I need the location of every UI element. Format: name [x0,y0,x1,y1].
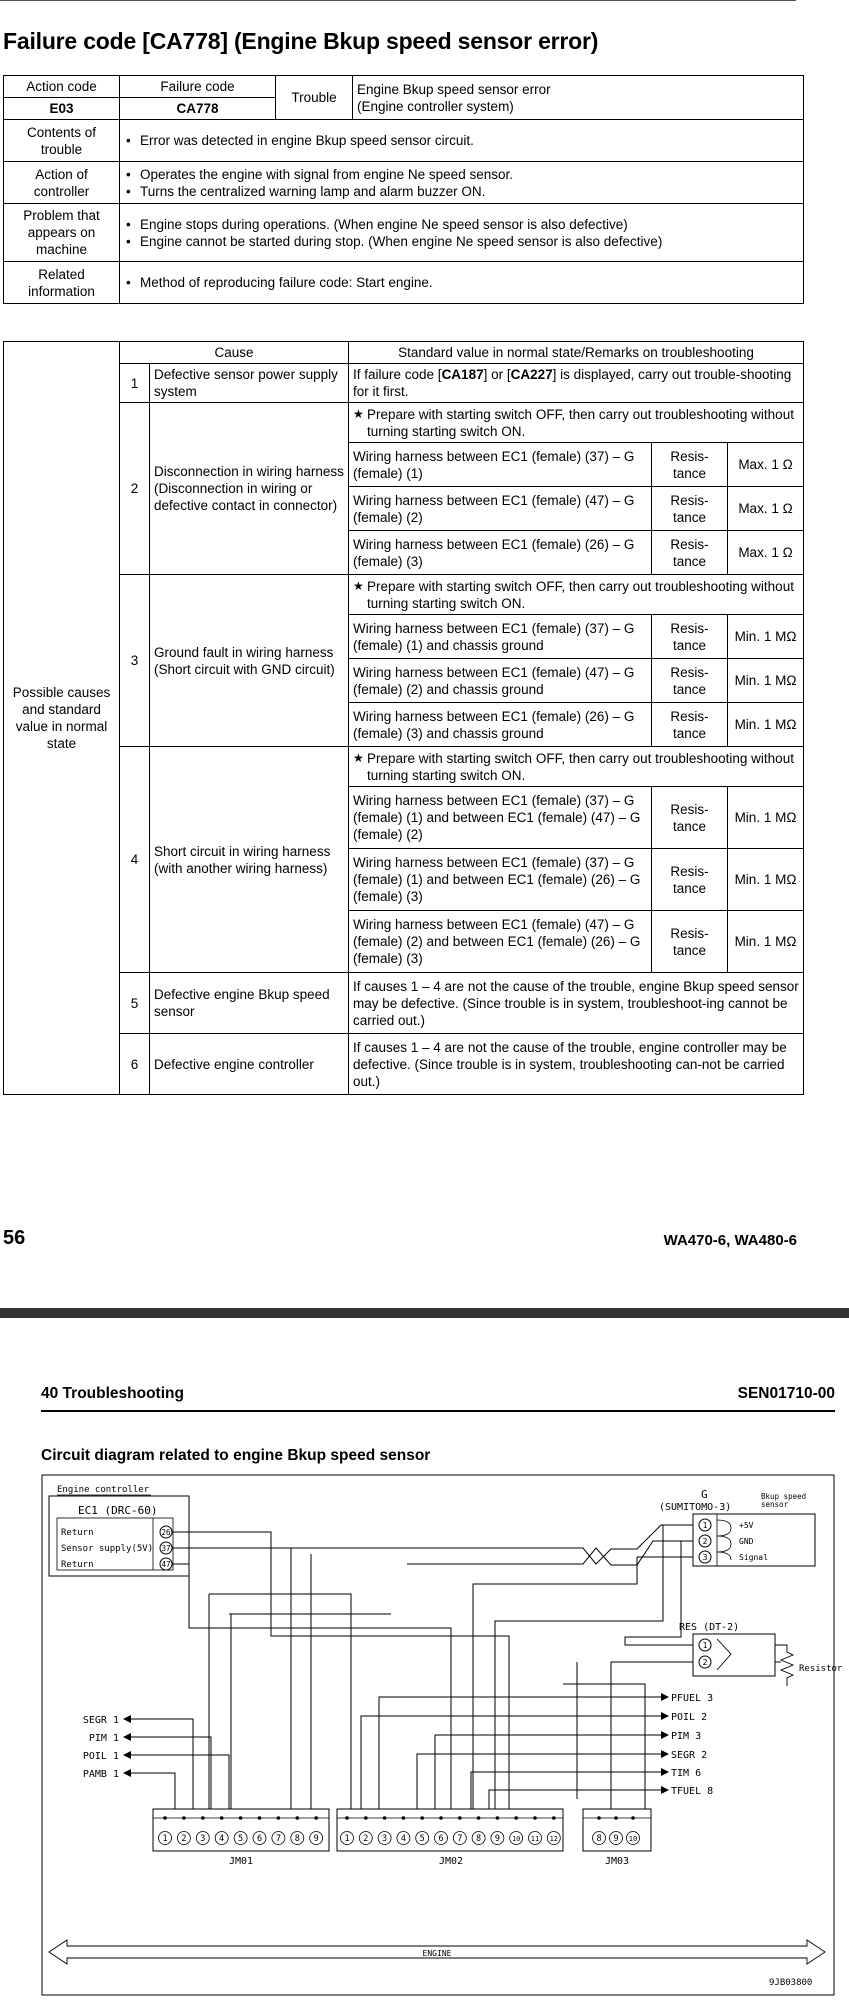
jm01-junction-dot [314,1816,318,1820]
cause-text: Defective engine Bkup speed sensor [150,973,349,1034]
cause-remark: If causes 1 – 4 are not the cause of the trouble, engine controller may be defective. (Since trouble is in system, troubleshooting can-not be carried out.) [349,1034,804,1095]
jm02-junction-dot [458,1816,462,1820]
check-value: Min. 1 MΩ [728,615,804,659]
jm03-pin-number: 8 [596,1834,602,1844]
resistance-label: Resis-tance [652,487,728,531]
resistor-label: Resistor [799,1664,843,1674]
jm03-pin-number: 10 [628,1835,638,1843]
check-text: Wiring harness between EC1 (female) (47) – G (female) (2) and chassis ground [349,659,652,703]
check-text: Wiring harness between EC1 (female) (26) – G (female) (3) and chassis ground [349,703,652,747]
prepare-note-text: ★ Prepare with starting switch OFF, then carry out troubleshooting without turning starting switch ON. [353,578,799,612]
ec1-pin-number: 26 [161,1528,171,1537]
cause-text: Defective engine controller [150,1034,349,1095]
ec1-pin-number: 47 [161,1560,171,1569]
resistance-label: Resis-tance [652,703,728,747]
problem-label: Problem that appears on machine [4,204,120,262]
cause-remark: If causes 1 – 4 are not the cause of the trouble, engine Bkup speed sensor may be defective. (Since trouble is in system, troubleshoot-ing cannot be carried out.) [349,973,804,1034]
contents-label: Contents of trouble [4,120,120,162]
cause-number: 5 [120,973,150,1034]
prepare-note [349,575,804,615]
signal-name: PIM [88,1733,107,1744]
jm01-junction-dot [182,1816,186,1820]
jm03-junction-dot [631,1816,635,1820]
jm03-label: JM03 [604,1856,630,1867]
jm02-junction-dot [496,1816,500,1820]
g-desc: sensor [761,1500,789,1509]
jm01-label: JM01 [228,1856,254,1867]
jm02-junction-dot [439,1816,443,1820]
trouble-line2: (Engine controller system) [357,98,514,114]
page-separator [0,1308,849,1318]
check-text: Wiring harness between EC1 (female) (26) – G (female) (3) [349,531,652,575]
jm02-pin-number: 1 [344,1834,350,1844]
jm02-pin-number: 7 [457,1834,463,1844]
prepare-note [349,747,804,787]
signal-label-segr-left [83,1715,119,1726]
cause-column-header: Cause [120,342,349,364]
action-of-controller-label: Action of controller [4,162,120,204]
cause-text: Short circuit in wiring harness (with another wiring harness) [150,747,349,973]
trouble-description [353,76,804,120]
cause-remark [349,364,804,403]
g-desc: Bkup speed [761,1492,807,1501]
jm01-pin-number: 5 [238,1834,244,1844]
figure-code: 9JB03800 [769,1978,813,1988]
signal-pin: 2 [701,1712,708,1723]
check-value: Max. 1 Ω [728,443,804,487]
top-rule [0,0,796,1]
signal-name: POIL [671,1712,696,1723]
jm01-junction-dot [220,1816,224,1820]
signal-pin: 1 [112,1733,119,1744]
signal-pin: 8 [707,1786,714,1797]
page-number: 56 [3,1227,26,1249]
jm01-junction-dot [201,1816,205,1820]
jm01-pin-number: 7 [275,1834,281,1844]
check-value: Min. 1 MΩ [728,659,804,703]
signal-pin: 3 [695,1731,702,1742]
prepare-note-text: ★ Prepare with starting switch OFF, then carry out troubleshooting without turning starting switch ON. [353,406,799,440]
g-pin-number: 3 [702,1553,708,1562]
cause-text: Ground fault in wiring harness (Short circuit with GND circuit) [150,575,349,747]
jm01-junction-dot [258,1816,262,1820]
failure-code-ref: CA187 [441,367,484,382]
jm02-junction-dot [533,1816,537,1820]
jm02-pin-number: 8 [476,1834,482,1844]
jm01-pin-number: 4 [219,1834,225,1844]
signal-label-pim [671,1731,701,1742]
jm02-pin-number: 9 [494,1834,500,1844]
jm02-junction-dot [552,1816,556,1820]
diagram-title: Circuit diagram related to engine Bkup speed sensor [41,1447,431,1464]
jm02-pin-number: 10 [511,1835,521,1843]
jm02-pin-number: 5 [419,1834,425,1844]
contents-text [120,120,804,162]
check-text: Wiring harness between EC1 (female) (47) – G (female) (2) and between EC1 (female) (26) – G (female) (3) [349,911,652,973]
jm01-pin-number: 1 [162,1834,168,1844]
signal-name: PAMB [82,1769,107,1780]
action-of-controller-text [120,162,804,204]
check-value: Min. 1 MΩ [728,787,804,849]
prepare-note [349,403,804,443]
resistance-label: Resis-tance [652,911,728,973]
signal-name: PIM [671,1731,690,1742]
g-pin-number: 2 [702,1537,708,1546]
failure-code-value: CA778 [120,98,276,120]
action-code-label: Action code [4,76,120,98]
jm03-junction-dot [614,1816,618,1820]
resistance-label: Resis-tance [652,849,728,911]
jm02-junction-dot [345,1816,349,1820]
cause-number: 3 [120,575,150,747]
failure-code-label: Failure code [120,76,276,98]
signal-name: TFUEL [671,1786,702,1797]
ec1-pin-number: 37 [161,1544,171,1553]
check-text: Wiring harness between EC1 (female) (37) – G (female) (1) [349,443,652,487]
jm02-pin-number: 4 [400,1834,406,1844]
check-text: Wiring harness between EC1 (female) (37) – G (female) (1) and between EC1 (female) (47) – G (female) (2) [349,787,652,849]
res-pin-number: 1 [702,1641,708,1650]
trouble-line1: Engine Bkup speed sensor error [357,81,551,97]
ec1-pin-name: Sensor supply(5V) [61,1544,154,1554]
failure-code-ref: CA227 [510,367,553,382]
g-label: G [701,1488,708,1501]
g-pin-name: Signal [739,1553,768,1562]
cause-text: Defective sensor power supply system [150,364,349,403]
signal-label-poil [671,1712,707,1723]
prepare-note-text: ★ Prepare with starting switch OFF, then carry out troubleshooting without turning starting switch ON. [353,750,799,784]
jm02-pin-number: 3 [382,1834,388,1844]
signal-label-tim [671,1768,701,1779]
engine-label: ENGINE [422,1949,452,1958]
action-code-value: E03 [4,98,120,120]
standard-column-header: Standard value in normal state/Remarks on troubleshooting [349,342,804,364]
header-rule [41,1410,835,1412]
signal-label-tfuel [671,1786,713,1797]
causes-table [3,341,804,1095]
signal-name: SEGR [671,1750,696,1761]
jm02-junction-dot [514,1816,518,1820]
jm01-pin-number: 3 [200,1834,206,1844]
jm02-pin-number: 2 [363,1834,369,1844]
signal-label-poil-left [83,1751,119,1762]
jm02-pin-number: 12 [549,1835,559,1843]
page-title: Failure code [CA778] (Engine Bkup speed sensor error) [3,28,599,54]
jm02-junction-dot [383,1816,387,1820]
res-pin-number: 2 [702,1658,708,1667]
cause-number: 6 [120,1034,150,1095]
check-text: Wiring harness between EC1 (female) (37) – G (female) (1) and chassis ground [349,615,652,659]
jm01-junction-dot [163,1816,167,1820]
g-pin-name: +5V [739,1521,754,1530]
signal-name: PFUEL [671,1693,702,1704]
related-info-text [120,262,804,304]
signal-pin: 1 [112,1715,119,1726]
problem-item: • Engine stops during operations. (When engine Ne speed sensor is also defective) [124,216,799,233]
resistance-label: Resis-tance [652,443,728,487]
resistance-label: Resis-tance [652,615,728,659]
jm02-junction-dot [477,1816,481,1820]
g-connector-type: (SUMITOMO-3) [659,1502,732,1513]
resistance-label: Resis-tance [652,531,728,575]
remark-text: ] or [ [483,367,511,382]
section-title: 40 Troubleshooting [41,1385,184,1402]
jm01-junction-dot [239,1816,243,1820]
circuit-diagram [41,1474,843,1996]
signal-label-pamb-left [83,1769,119,1780]
jm01-junction-dot [277,1816,281,1820]
remark-text: If failure code [ [353,367,442,382]
signal-pin: 1 [112,1751,119,1762]
cause-number: 1 [120,364,150,403]
engine-controller-label: Engine controller [57,1485,150,1495]
contents-item: • Error was detected in engine Bkup speed sensor circuit. [124,132,799,149]
jm03-junction-dot [597,1816,601,1820]
related-item: • Method of reproducing failure code: Start engine. [124,274,799,291]
signal-name: SEGR [82,1715,107,1726]
signal-label-pim-left [89,1733,119,1744]
check-value: Min. 1 MΩ [728,911,804,973]
failure-header-table [3,75,804,304]
remark-text: ] is displayed, carry out trouble-shooting for it first. [353,367,792,399]
jm02-junction-dot [402,1816,406,1820]
cause-number: 2 [120,403,150,575]
jm01-pin-number: 8 [294,1834,300,1844]
jm02-junction-dot [364,1816,368,1820]
problem-item: • Engine cannot be started during stop. (When engine Ne speed sensor is also defective) [124,233,799,250]
signal-pin: 1 [112,1769,119,1780]
signal-name: TIM [671,1768,690,1779]
signal-pin: 6 [695,1768,702,1779]
signal-pin: 2 [701,1750,708,1761]
possible-causes-label: Possible causes and standard value in normal state [4,342,120,1095]
check-value: Max. 1 Ω [728,531,804,575]
jm02-pin-number: 11 [530,1835,540,1843]
signal-name: POIL [82,1751,107,1762]
jm01-pin-number: 9 [313,1834,319,1844]
check-text: Wiring harness between EC1 (female) (47) – G (female) (2) [349,487,652,531]
res-label: RES (DT-2) [679,1622,740,1633]
jm01-pin-number: 6 [256,1834,263,1844]
action-item: • Operates the engine with signal from engine Ne speed sensor. [124,166,799,183]
check-text: Wiring harness between EC1 (female) (37) – G (female) (1) and between EC1 (female) (26) – G (female) (3) [349,849,652,911]
trouble-label: Trouble [276,76,353,120]
jm02-junction-dot [420,1816,424,1820]
jm01-pin-number: 2 [181,1834,187,1844]
jm01-junction-dot [296,1816,300,1820]
g-pin-number: 1 [702,1521,708,1530]
ec1-label: EC1 (DRC-60) [78,1504,158,1517]
ec1-pin-name: Return [61,1528,94,1538]
problem-text [120,204,804,262]
related-info-label: Related information [4,262,120,304]
check-value: Min. 1 MΩ [728,849,804,911]
jm02-label: JM02 [438,1856,464,1867]
action-item: • Turns the centralized warning lamp and alarm buzzer ON. [124,183,799,200]
g-pin-name: GND [739,1537,754,1546]
resistance-label: Resis-tance [652,659,728,703]
cause-number: 4 [120,747,150,973]
signal-pin: 3 [707,1693,714,1704]
jm02-pin-number: 6 [438,1834,444,1844]
check-value: Max. 1 Ω [728,487,804,531]
signal-label-pfuel [671,1693,713,1704]
cause-text: Disconnection in wiring harness (Disconnection in wiring or defective contact in connector) [150,403,349,575]
check-value: Min. 1 MΩ [728,703,804,747]
signal-label-segr [671,1750,707,1761]
document-code: SEN01710-00 [737,1385,835,1402]
jm03-pin-number: 9 [613,1834,619,1844]
ec1-pin-name: Return [61,1560,94,1570]
model-label: WA470-6, WA480-6 [663,1232,797,1249]
resistance-label: Resis-tance [652,787,728,849]
